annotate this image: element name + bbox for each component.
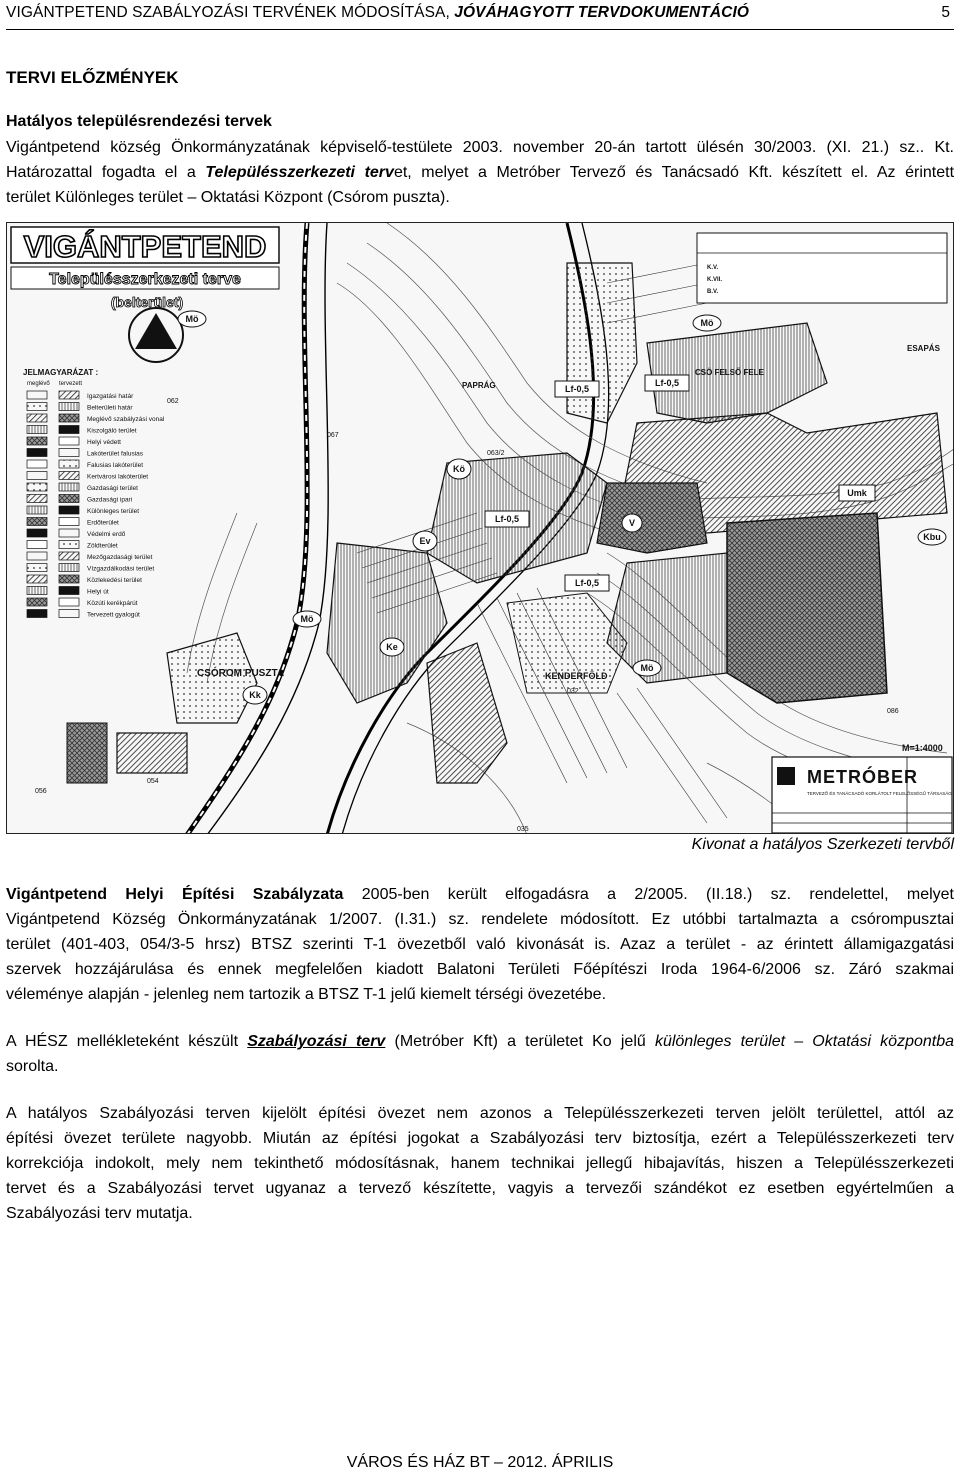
legend-item-label: Helyi út bbox=[87, 588, 109, 596]
page-header bbox=[6, 0, 954, 30]
legend-swatch-planned bbox=[59, 575, 79, 583]
svg-text:Umk: Umk bbox=[847, 488, 867, 498]
metrober-stamp bbox=[772, 743, 952, 833]
map-key-box bbox=[697, 233, 947, 303]
legend-swatch-existing bbox=[27, 564, 47, 572]
correction-line-2: építési övezet területe nagyobb. Miután az építési jogokat a Szabályozási terv biztosítja, ezért a Településszerkezeti terv bbox=[6, 1130, 954, 1147]
legend-title: JELMAGYARÁZAT : bbox=[23, 368, 99, 377]
parcel-056: 056 bbox=[35, 788, 47, 795]
legend-swatch-planned bbox=[59, 518, 79, 526]
legend-item-label: Közlekedési terület bbox=[87, 577, 142, 584]
svg-text:Kö: Kö bbox=[453, 464, 465, 474]
intro-paragraph bbox=[6, 135, 954, 210]
map-scale: M=1:4000 bbox=[902, 743, 943, 753]
legend-swatch-planned bbox=[59, 541, 79, 549]
legend-swatch-planned bbox=[59, 564, 79, 572]
legend-item-label: Igazgatási határ bbox=[87, 393, 134, 400]
hesz-line-1: Vigántpetend Helyi Építési Szabályzata 2005-ben került elfogadásra a 2/2005. (II.18.) sz. rendelettel, melyet bbox=[6, 886, 955, 903]
label-papirag: PAPRÁG bbox=[462, 381, 496, 390]
correction-line-3: korrekciója indokolt, mely nem tekinthető módosításnak, hanem technikai jellegű hibajavítás, hiszen a Településszerkezeti bbox=[6, 1155, 954, 1172]
legend-item-label: Vízgazdálkodási terület bbox=[87, 565, 155, 573]
legend-swatch-existing bbox=[27, 541, 47, 549]
legend-swatch-planned bbox=[59, 414, 79, 422]
legend-swatch-existing bbox=[27, 529, 47, 537]
legend-swatch-planned bbox=[59, 495, 79, 503]
stamp-company-sub: TERVEZŐ ÉS TANÁCSADÓ KORLÁTOLT FELELŐSSÉGŰ TÁRSASÁG bbox=[807, 791, 952, 796]
legend-item-label: Különleges terület bbox=[87, 508, 140, 515]
page-footer: VÁROS ÉS HÁZ BT – 2012. ÁPRILIS bbox=[346, 1454, 614, 1471]
svg-text:Kbu: Kbu bbox=[923, 532, 941, 542]
svg-text:Mö: Mö bbox=[300, 614, 314, 624]
legend-swatch-planned bbox=[59, 552, 79, 560]
legend-item-label: Falusias lakóterület bbox=[87, 462, 143, 469]
correction-line-1: A hatályos Szabályozási terven kijelölt építési övezet nem azonos a Településszerkezeti terven jelölt területtel, attól az bbox=[6, 1105, 954, 1122]
legend-item-label: Lakóterület falusias bbox=[87, 450, 144, 458]
legend-swatch-existing bbox=[27, 483, 47, 491]
legend-item-label: Kiszolgáló terület bbox=[87, 427, 137, 435]
svg-text:Mö: Mö bbox=[185, 314, 199, 324]
legend-item-label: Közúti kerékpárút bbox=[87, 600, 138, 607]
legend-col-planned: tervezett bbox=[59, 381, 83, 387]
legend-item-label: Mezőgazdasági terület bbox=[87, 554, 153, 561]
legend-item-label: Védelmi erdő bbox=[87, 531, 126, 538]
legend-swatch-existing bbox=[27, 403, 47, 411]
regulation-line-2: sorolta. bbox=[6, 1058, 59, 1075]
legend-item-label: Tervezett gyalogút bbox=[87, 611, 140, 619]
key-code-3: B.V. bbox=[707, 289, 719, 295]
legend-swatch-existing bbox=[27, 610, 47, 618]
key-code-1: K.V. bbox=[707, 265, 719, 271]
page-number: 5 bbox=[941, 4, 950, 21]
legend-swatch-planned bbox=[59, 598, 79, 606]
hesz-line-2: Vigántpetend Község Önkormányzatának 1/2007. (I.31.) sz. rendelete módosított. Ez utóbbi tartalmazta a csórompusztai bbox=[6, 911, 954, 928]
correction-line-4: tervet és a Szabályozási tervet ugyanaz a tervező készítette, vagyis a tervezői szándékot ez esetben egyértelműen a bbox=[6, 1180, 954, 1197]
legend-swatch-planned bbox=[59, 460, 79, 468]
legend-swatch-planned bbox=[59, 483, 79, 491]
legend-item-label: Erdőterület bbox=[87, 519, 119, 527]
legend-swatch-existing bbox=[27, 506, 47, 514]
legend-item-label: Belterületi határ bbox=[87, 404, 133, 412]
label-kenderfold: KENDERFÖLD bbox=[545, 671, 608, 681]
parcel-032: 032 bbox=[567, 688, 579, 695]
hesz-line-4: szervek hozzájárulása és ennek megfelelően kiadott Balatoni Területi Főépítészi Iroda 1964-6/2006 sz. Záró szakmai bbox=[6, 961, 954, 978]
legend-swatch-existing bbox=[27, 426, 47, 434]
svg-text:Lf-0,5: Lf-0,5 bbox=[654, 378, 680, 388]
legend-swatch-planned bbox=[59, 426, 79, 434]
legend-swatch-existing bbox=[27, 449, 47, 457]
hesz-line-5: véleménye alapján - jelenleg nem tartozik a BTSZ T-1 jelű kiemelt térségi övezetébe. bbox=[6, 986, 607, 1003]
parcel-054: 054 bbox=[147, 778, 159, 785]
legend-swatch-existing bbox=[27, 495, 47, 503]
legend-col-existing: meglévő bbox=[27, 381, 50, 387]
legend-swatch-planned bbox=[59, 391, 79, 399]
svg-text:Lf-0,5: Lf-0,5 bbox=[574, 578, 600, 588]
intro-line-1: Vigántpetend község Önkormányzatának képviselő-testülete 2003. november 20-án tartott ülésén 30/2003. (XI. 21.) sz.. Kt. bbox=[6, 139, 954, 156]
legend-swatch-planned bbox=[59, 472, 79, 480]
legend-swatch-existing bbox=[27, 598, 47, 606]
header-title: VIGÁNTPETEND SZABÁLYOZÁSI TERVÉNEK MÓDOSÍTÁSA, JÓVÁHAGYOTT TERVDOKUMENTÁCIÓ bbox=[6, 4, 750, 21]
intro-line-3: terület Különleges terület – Oktatási Központ (Csórom puszta). bbox=[6, 189, 450, 206]
correction-line-5: Szabályozási terv mutatja. bbox=[6, 1205, 193, 1222]
legend-swatch-planned bbox=[59, 587, 79, 595]
svg-text:Kk: Kk bbox=[249, 690, 261, 700]
hesz-paragraph bbox=[6, 882, 954, 1007]
legend-swatch-existing bbox=[27, 414, 47, 422]
intro-line-2: Határozattal fogadta el a Településszerkezeti tervet, melyet a Metróber Tervező és Tanácsadó Kft. készített el. Az érintett bbox=[6, 164, 955, 181]
legend-swatch-planned bbox=[59, 506, 79, 514]
map-subtitle-2: (belterület) bbox=[110, 294, 184, 310]
map-caption: Kivonat a hatályos Szerkezeti tervből bbox=[691, 836, 954, 853]
legend-swatch-planned bbox=[59, 403, 79, 411]
label-esapas: ESAPÁS bbox=[907, 344, 940, 353]
legend-item-label: Gazdasági ipari bbox=[87, 496, 133, 504]
legend-swatch-existing bbox=[27, 587, 47, 595]
stamp-company: METRÓBER bbox=[807, 767, 918, 787]
map-title: VIGÁNTPETEND bbox=[23, 229, 267, 264]
svg-text:Mö: Mö bbox=[640, 663, 654, 673]
svg-text:Ev: Ev bbox=[419, 536, 431, 546]
legend-swatch-existing bbox=[27, 460, 47, 468]
key-code-2: K.VII. bbox=[707, 277, 723, 283]
label-csorom: CSÓROM PUSZTA bbox=[197, 668, 285, 679]
svg-text:V: V bbox=[628, 518, 636, 528]
legend-item-label: Helyi védett bbox=[87, 439, 121, 446]
legend-swatch-planned bbox=[59, 437, 79, 445]
svg-text:Ke: Ke bbox=[386, 642, 398, 652]
label-felso: CSÖ FELSŐ FELE bbox=[695, 368, 764, 377]
map-subtitle: Településszerkezeti terve bbox=[49, 271, 241, 288]
parcel-086: 086 bbox=[887, 708, 899, 715]
parcel-067: 067 bbox=[327, 432, 339, 439]
hesz-line-3: terület (401-403, 054/3-5 hrsz) BTSZ szerinti T-1 övezetből való kivonását is. Azaz a terület - az érintett államigazgatási bbox=[6, 936, 954, 953]
regulation-plan-paragraph bbox=[6, 1029, 954, 1079]
legend-swatch-existing bbox=[27, 437, 47, 445]
legend-item-label: Kertvárosi lakóterület bbox=[87, 473, 149, 481]
svg-text:Lf-0,5: Lf-0,5 bbox=[494, 514, 520, 524]
svg-text:Mö: Mö bbox=[700, 318, 714, 328]
structure-plan-map bbox=[6, 222, 954, 834]
legend-item-label: Zöldterület bbox=[87, 542, 118, 550]
regulation-line-1: A HÉSZ mellékleteként készült Szabályozási terv (Metróber Kft) a területet Ko jelű különleges terület – Oktatási központba bbox=[6, 1033, 954, 1050]
legend-swatch-existing bbox=[27, 575, 47, 583]
correction-paragraph bbox=[6, 1101, 954, 1226]
parcel-062: 062 bbox=[167, 398, 179, 405]
parcel-035: 035 bbox=[517, 826, 529, 833]
section-title: TERVI ELŐZMÉNYEK bbox=[6, 68, 179, 87]
legend-item-label: Gazdasági terület bbox=[87, 485, 138, 492]
parcel-063-2: 063/2 bbox=[487, 450, 505, 457]
subsection-title: Hatályos településrendezési tervek bbox=[6, 113, 272, 130]
svg-text:Lf-0,5: Lf-0,5 bbox=[564, 384, 590, 394]
legend-swatch-existing bbox=[27, 518, 47, 526]
legend-item-label: Meglévő szabályzási vonal bbox=[87, 416, 165, 423]
